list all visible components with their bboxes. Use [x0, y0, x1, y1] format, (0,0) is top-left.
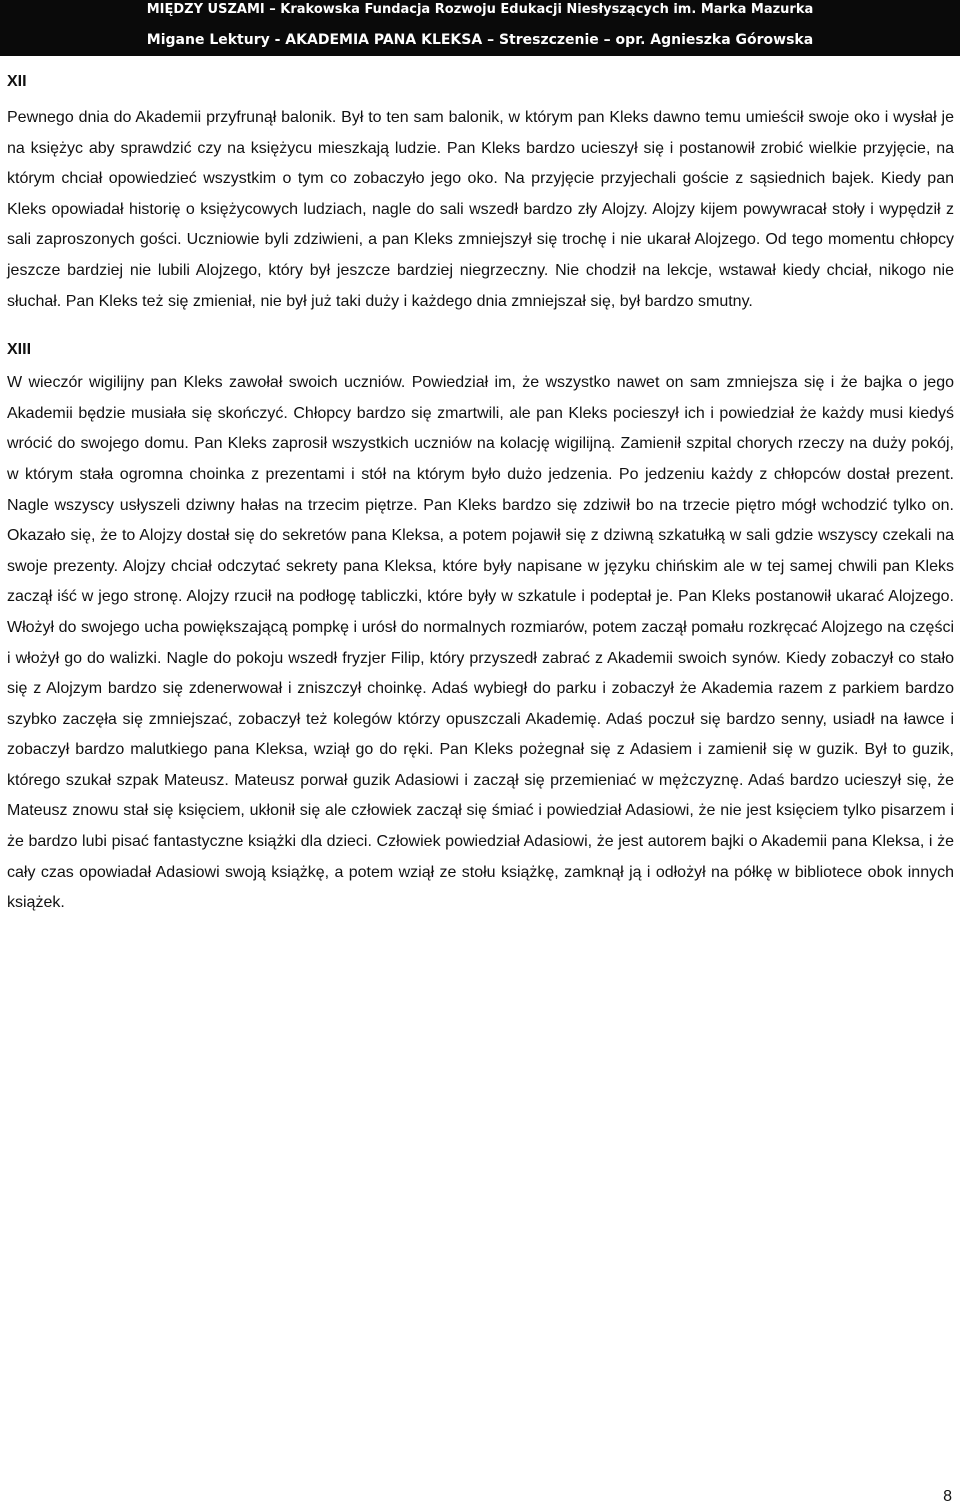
chapter-text-xii: Pewnego dnia do Akademii przyfrunął balonik. Był to ten sam balonik, w którym pan Kleks dawno temu umieścił swoje oko i wysłał je na księżyc aby sprawdzić czy na księżycu mieszkają ludzie. Pan Kleks bardzo ucieszył się i postanowił zrobić wielkie przyjęcie, na którym chciał opowiedzieć wszystkim o tym co zobaczyło jego oko. Na przyjęcie przyjechali goście z sąsiednich bajek. Kiedy pan Kleks opowiadał historię o księżycowych ludziach, nagle do sali wszedł bardzo zły Alojzy. Alojzy kijem powywracał stoły i wypędził z sali zaproszonych gości. Uczniowie byli zdziwieni, a pan Kleks zmniejszył się trochę i nie ukarał Alojzego. Od tego momentu chłopcy jeszcze bardziej nie lubili Alojzego, który był jeszcze bardziej niegrzeczny. Nie chodził na lekcje, wstawał kiedy chciał, nikogo nie słuchał. Pan Kleks też się zmieniał, nie był już taki duży i każdego dnia zmniejszał się, był bardzo smutny.: [7, 109, 954, 310]
chapter-text-xiii: W wieczór wigilijny pan Kleks zawołał swoich uczniów. Powiedział im, że wszystko nawet on sam zmniejsza się i że bajka o jego Akademii będzie musiała się skończyć. Chłopcy bardzo się zmartwili, ale pan Kleks pocieszył ich i powiedział że każdy musi kiedyś wrócić do swojego domu. Pan Kleks zaprosił wszystkich uczniów na kolację wigilijną. Zamienił szpital chorych rzeczy na duży pokój, w którym stała ogromna choinka z prezentami i stół na którym było dużo jedzenia. Po jedzeniu każdy z chłopców dostał prezent. Nagle wszyscy usłyszeli dziwny hałas na trzecim piętrze. Pan Kleks bardzo się zdziwił bo na trzecie piętro mógł wchodzić tylko on. Okazało się, że to Alojzy dostał się do sekretów pana Kleksa, a potem pojawił się z dziwną szkatułką w sali gdzie wszyscy czekali na swoje prezenty. Alojzy chciał odczytać sekrety pana Kleksa, które były napisane w języku chińskim ale w tej samej chwili pan Kleks zaczął iść w jego stronę. Alojzy rzucił na podłogę tabliczki, które były w szkatule i podeptał je. Pan Kleks postanowił ukarać Alojzego. Włożył do swojego ucha powiększającą pompkę i urósł do normalnych rozmiarów, potem zaczął pomału rozkręcać Alojzego na części i włożył go do walizki. Nagle do pokoju wszedł fryzjer Filip, który przyszedł zabrać z Akademii swoich synów. Kiedy zobaczył co stało się z Alojzym bardzo się zdenerwował i zniszczył choinkę. Adaś wybiegł do parku i zobaczył że Akademia razem z parkiem bardzo szybko zaczęła się zmniejszać, zobaczył też kolegów którzy opuszczali Akademię. Adaś poczuł się bardzo senny, usiadł na ławce i zobaczył bardzo malutkiego pana Kleksa, wziął go do ręki. Pan Kleks pożegnał się z Adasiem i zamienił się w guzik. Był to guzik, którego szukał szpak Mateusz. Mateusz porwał guzik Adasiowi i zaczął się przemieniać w mężczyznę. Adaś bardzo ucieszył się, że Mateusz znowu stał się księciem, ukłonił się ale człowiek zaczął się śmiać i powiedział Adasiowi, że nie jest księciem tylko pisarzem i że bardzo lubi pisać fantastyczne książki dla dzieci. Człowiek powiedział Adasiowi, że jest autorem bajki o Akademii pana Kleksa, i że cały czas opowiadał Adasiowi swoją książkę, a potem wziął ze stołu książkę, zamknął ją i odłożył na półkę w bibliotece obok innych książek.: [7, 374, 954, 912]
header-book-title: - AKADEMIA PANA KLEKSA – Streszczenie – opr. Agnieszka Górowska: [269, 32, 814, 48]
page-number: 8: [943, 1488, 952, 1505]
document-body: [7, 72, 954, 919]
header-series-name: Migane Lektury: [146, 32, 270, 48]
chapter-heading-xii: XII: [7, 73, 27, 90]
header-title-line: [0, 31, 960, 49]
chapter-heading-xiii: XIII: [7, 341, 32, 359]
header-foundation-line: MIĘDZY USZAMI – Krakowska Fundacja Rozwoju Edukacji Niesłyszących im. Marka Mazurka: [146, 2, 814, 17]
document-header: [0, 0, 960, 56]
